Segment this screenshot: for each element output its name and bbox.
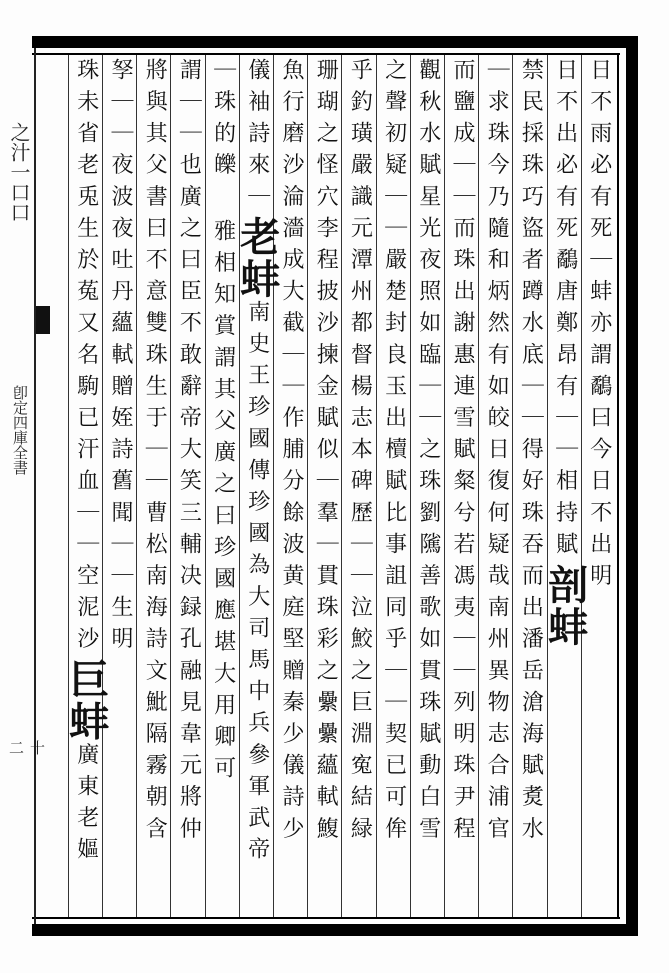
column-text: 儀袖詩來｜	[244, 58, 270, 216]
column-text: 南史王珍國傳珍國為大司馬中兵參軍武帝	[244, 300, 270, 869]
text-column	[171, 58, 205, 914]
column-text: ｜珠的皪	[210, 58, 236, 185]
frame-bottom-border	[32, 924, 638, 936]
text-column	[206, 58, 240, 914]
text-column	[342, 58, 376, 914]
text-column	[541, 58, 589, 914]
column-text: 謂｜｜也廣之曰臣不敢辭帝大笑三輔决録孔融見韋元將仲	[176, 58, 202, 848]
frame-inner-bottom-border	[32, 917, 620, 919]
column-text	[211, 184, 236, 219]
text-column	[137, 58, 171, 914]
text-column	[411, 58, 445, 914]
margin-book-title: 卽定四庫全書	[11, 385, 29, 475]
frame-top-border	[32, 36, 638, 48]
heading-term: 剖蚌	[541, 563, 589, 648]
column-text: 乎釣璜嚴識元潭州都督楊志本碑歷｜｜泣鮫之巨淵寃結緑	[347, 58, 373, 848]
frame-inner-top-border	[32, 53, 620, 55]
column-text: 廣東老嫗	[73, 742, 99, 869]
text-column	[513, 58, 547, 914]
column-text: 日不出必有死鷸唐鄭昂有｜｜相持賦	[552, 58, 578, 564]
frame-right-border	[626, 36, 638, 936]
text-column	[103, 58, 137, 914]
fish-tail-mark	[36, 306, 50, 334]
column-text: 魚行磨沙淪濇成大截｜｜作脯分餘波黄庭堅贈秦少儀詩少	[279, 58, 304, 848]
column-text: 日不雨必有死｜蚌亦謂鷸曰今日不出明	[586, 58, 612, 596]
text-column	[233, 58, 281, 914]
column-text: 珠未省老兎生於菟又名駒已汗血｜｜空泥沙	[73, 58, 99, 659]
spine-line	[34, 48, 36, 924]
text-column	[308, 58, 342, 914]
column-text: 雅相知賞謂其父廣之曰珍國應堪大用卿可	[210, 219, 236, 788]
column-text: 禁民採珠巧盜者蹲水底｜｜得好珠吞而出潘岳滄海賦煑水	[518, 58, 544, 848]
column-text: 孥｜｜夜波夜吐丹蘊軾贈姪詩舊聞｜｜生明	[108, 58, 133, 659]
text-column	[445, 58, 479, 914]
column-text: 觀秋水賦星光夜照如臨｜｜之珠劉隲善歌如貫珠賦動白雪	[415, 58, 441, 848]
heading-term: 巨蚌	[62, 658, 110, 743]
column-text: 而鹽成｜｜而珠出謝惠連雪賦粲兮若馮夷｜｜列明珠尹程	[450, 58, 475, 848]
column-text: 珊瑚之怪穴李程披沙揀金賦似｜羣｜貫珠彩之纍纍蘊軾鰒	[313, 58, 339, 848]
text-column	[274, 58, 308, 914]
column-text: 將與其父書曰不意雙珠生于｜｜曹松南海詩文魮隔霧朝含	[142, 58, 168, 848]
heading-term: 老蚌	[233, 216, 281, 300]
text-column	[479, 58, 513, 914]
text-column	[582, 58, 616, 914]
page-number: 十二	[7, 740, 46, 755]
text-column	[377, 58, 411, 914]
frame-inner-right-border	[617, 53, 619, 919]
column-text: 之聲初疑｜｜嚴楚封良玉出櫝賦比事詛同乎｜｜契已可侔	[381, 58, 407, 848]
margin-top-fragment: 之汁一口口	[7, 122, 31, 222]
text-column	[62, 58, 110, 914]
column-text: ｜求珠今乃隨和炳然有如皎日復何疑哉南州異物志合浦官	[484, 58, 510, 848]
